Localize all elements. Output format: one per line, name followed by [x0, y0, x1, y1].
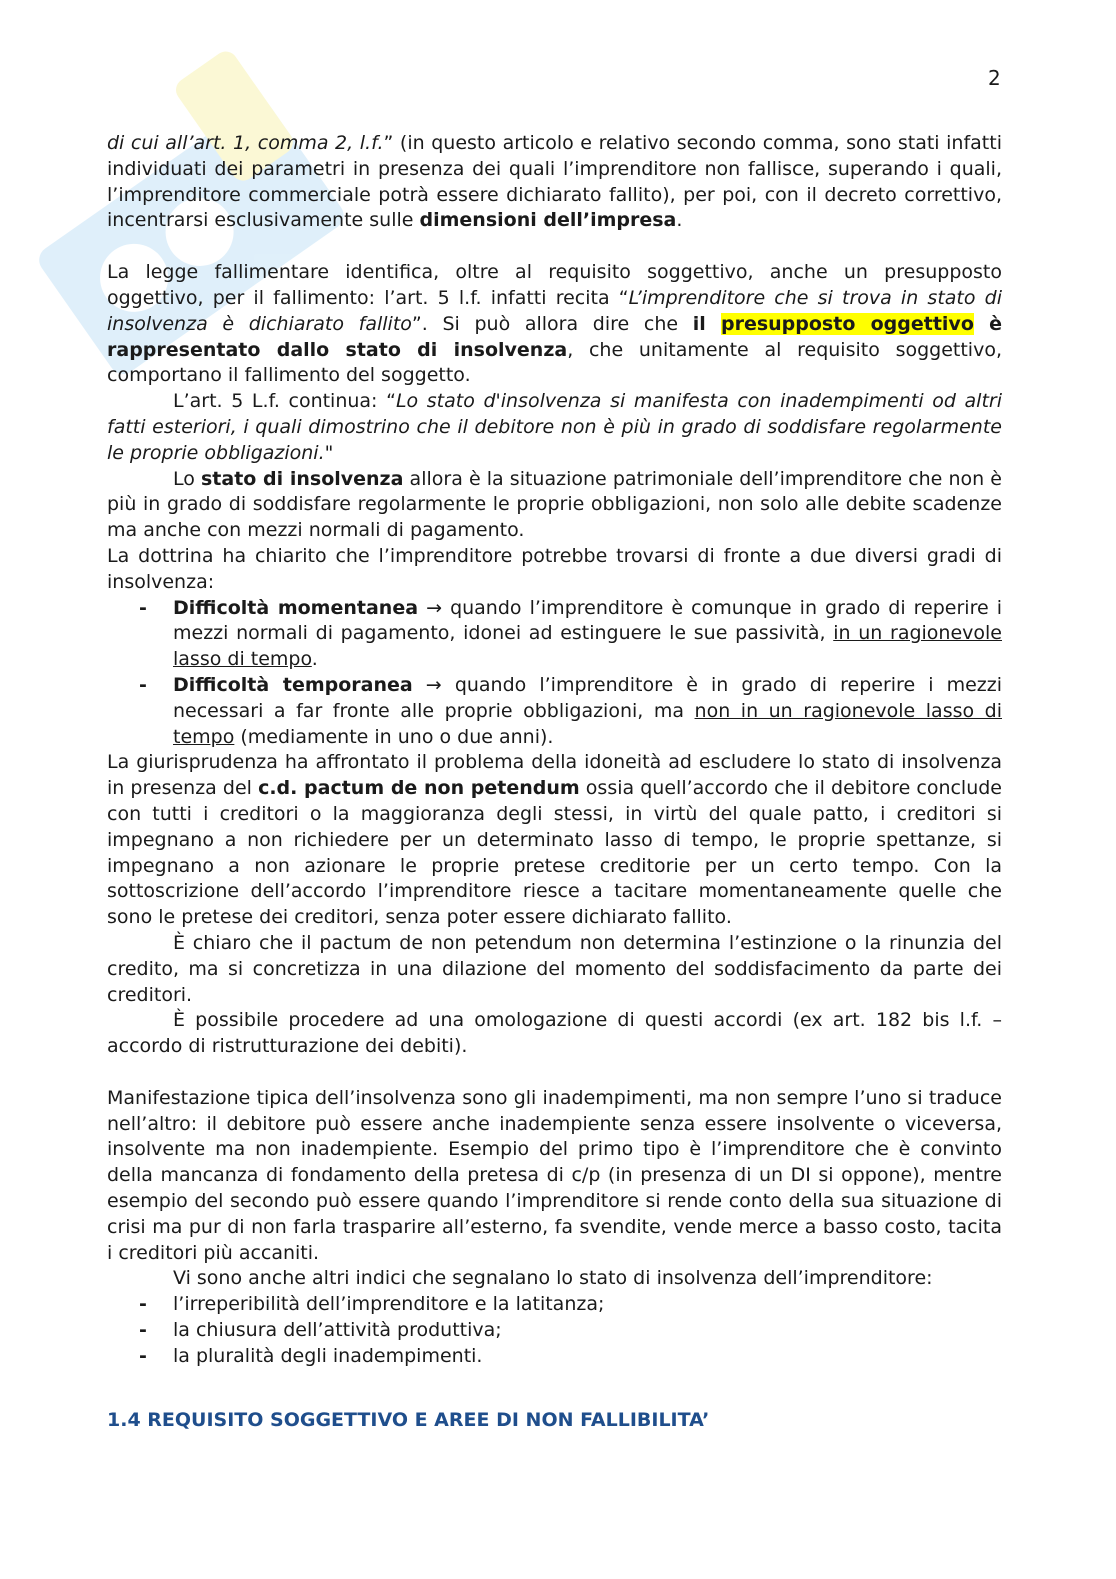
list-item	[107, 1344, 1002, 1370]
italic-citation: Lo stato d'insolvenza si manifesta con inadempimenti od altri fatti esteriori, i quali dimostrino che il debitore non è più in grado di soddisfare regolarmente le proprie obbligazioni.	[107, 390, 1002, 464]
list-item	[107, 1318, 1002, 1344]
document-body	[107, 131, 1002, 1433]
paragraph-6	[107, 750, 1002, 931]
text-run: L’art. 5 L.f. continua: “	[173, 390, 396, 413]
paragraph-7: È chiaro che il pactum de non petendum non determina l’estinzione o la rinunzia del credito, ma si concretizza in una dilazione del momento del soddisfacimento da parte dei creditori.	[107, 931, 1002, 1006]
text-run: "	[324, 441, 334, 464]
paragraph-3	[107, 389, 1002, 466]
insolvency-indices-list	[107, 1292, 1002, 1369]
text-run: quando l’imprenditore è comunque in grado di reperire i mezzi normali di pagamento, idonei ad estinguere le sue passività,	[173, 596, 1002, 645]
text-run: .	[311, 648, 318, 671]
dash-bullet: -	[139, 1293, 147, 1316]
text-run: quando l’imprenditore è in grado di reperire i mezzi necessari a far fronte alle proprie obbligazioni, ma	[173, 673, 1003, 722]
insolvency-degrees-list	[107, 596, 1002, 751]
text-run: Lo	[173, 467, 201, 490]
italic-citation: di cui all’art. 1, comma 2, l.f.	[107, 132, 384, 154]
highlighted-term: presupposto oggettivo	[720, 312, 974, 335]
underlined-text: in un ragionevole lasso di tempo	[173, 622, 1002, 671]
text-run: ” (in questo articolo e relativo secondo comma, sono stati infatti individuati dei parametri in presenza dei quali l’imprenditore non fallisce, superando i quali, l’imprenditore commerciale potrà essere dichiarato fallito), per poi, con il decreto correttivo, incentrarsi esclusivamente sulle	[107, 132, 1002, 232]
list-item	[107, 596, 1002, 673]
paragraph-4	[107, 467, 1002, 544]
text-run: ossia quell’accordo che il debitore conclude con tutti i creditori o la maggioranza degli stessi, in virtù del quale patto, i creditori si impegnano a non richiedere per un determinato lasso di tempo, le proprie spettanze, si impegnano a non azionare le proprie pretese creditorie per un certo tempo. Con la sottoscrizione dell’accordo l’imprenditore riesce a tacitare momentaneamente quelle che sono le pretese dei creditori, senza poter essere dichiarato fallito.	[107, 777, 1002, 929]
text-run: , che unitamente al requisito soggettivo, comportano il fallimento del soggetto.	[107, 338, 1002, 387]
page-number: 2	[988, 66, 1001, 90]
bold-term: il	[692, 312, 721, 335]
section-heading: 1.4 REQUISITO SOGGETTIVO E AREE DI NON FALLIBILITA’	[107, 1408, 710, 1431]
text-run: ”. Si può allora dire che	[411, 312, 693, 335]
dash-bullet: -	[139, 596, 147, 619]
paragraph-8: È possibile procedere ad una omologazione di questi accordi (ex art. 182 bis l.f. – accordo di ristrutturazione dei debiti).	[107, 1009, 1002, 1058]
paragraph-9: Manifestazione tipica dell’insolvenza sono gli inadempimenti, ma non sempre l’uno si traduce nell’altro: il debitore può essere anche inadempiente senza essere insolvente o viceversa, insolvente ma non inadempiente. Esempio del primo tipo è l’imprenditore che è convinto della mancanza di fondamento della pretesa di c/p (in presenza di un DI si oppone), mentre esempio del secondo può essere quando l’imprenditore si rende conto della sua situazione di crisi ma pur di non farla trasparire all’esterno, fa svendite, vende merce a basso costo, tacita i creditori più accaniti.	[107, 1086, 1002, 1264]
italic-citation: L’imprenditore che si trova in stato di insolvenza è dichiarato fallito	[107, 286, 1002, 335]
text-run: (mediamente in uno o due anni).	[234, 725, 554, 748]
dash-bullet: -	[139, 673, 147, 696]
arrow-icon: →	[418, 596, 451, 619]
paragraph-2	[107, 260, 1002, 389]
dash-bullet: -	[139, 1319, 147, 1342]
text-run: allora è la situazione patrimoniale dell’imprenditore che non è più in grado di soddisfare regolarmente le proprie obbligazioni, non solo alle debite scadenze ma anche con mezzi normali di pagamento.	[107, 467, 1002, 542]
list-item	[107, 1292, 1002, 1318]
bold-term: Difficoltà temporanea	[173, 673, 413, 696]
paragraph-1	[107, 131, 1002, 234]
bold-term: è rappresentato dallo stato di insolvenza	[107, 312, 1002, 361]
bold-term: c.d. pactum de non petendum	[258, 777, 580, 800]
paragraph-5: La dottrina ha chiarito che l’imprenditore potrebbe trovarsi di fronte a due diversi gradi di insolvenza:	[107, 544, 1002, 593]
list-item-text: l’irreperibilità dell’imprenditore e la latitanza;	[173, 1293, 605, 1316]
list-item	[107, 673, 1002, 750]
bold-term: dimensioni dell’impresa	[419, 209, 677, 232]
bold-term: stato di insolvenza	[201, 467, 404, 490]
text-run: La legge fallimentare identifica, oltre al requisito soggettivo, anche un presupposto oggettivo, per il fallimento: l’art. 5 l.f. infatti recita “	[107, 261, 1002, 309]
arrow-icon: →	[412, 673, 455, 696]
list-item-text: la chiusura dell’attività produttiva;	[173, 1319, 502, 1342]
list-item-text: la pluralità degli inadempimenti.	[173, 1344, 483, 1367]
paragraph-10: Vi sono anche altri indici che segnalano lo stato di insolvenza dell’imprenditore:	[173, 1267, 933, 1290]
bold-term: Difficoltà momentanea	[173, 596, 419, 619]
text-run: .	[676, 209, 683, 232]
underlined-text: non in un ragionevole lasso di tempo	[173, 699, 1002, 748]
dash-bullet: -	[139, 1344, 147, 1367]
text-run: La giurisprudenza ha affrontato il problema della idoneità ad escludere lo stato di insolvenza in presenza del	[107, 751, 1002, 800]
